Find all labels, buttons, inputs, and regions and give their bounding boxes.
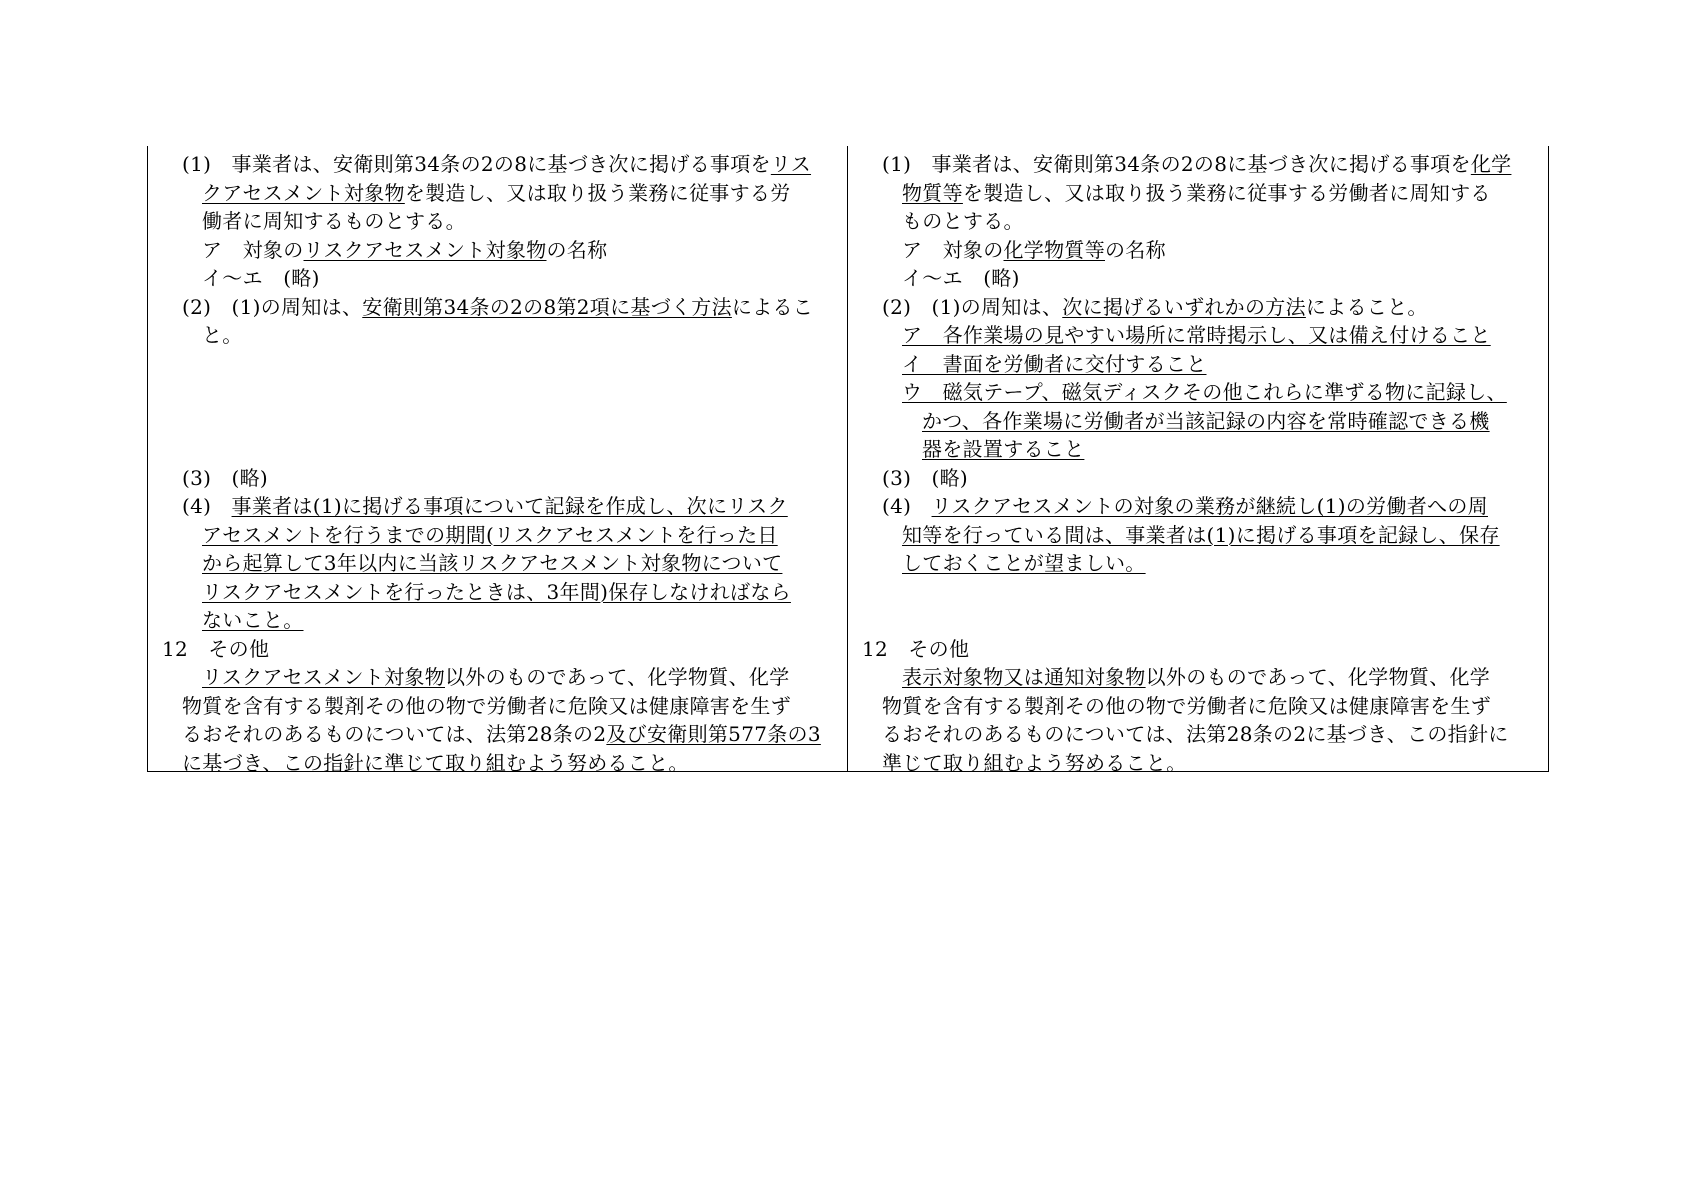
underlined-text: 及び安衛則第577条の3: [606, 722, 821, 746]
line-text: イ～エ (略): [902, 266, 1020, 290]
line-text: ア 対象の: [202, 237, 304, 262]
underlined-text: イ 書面を労働者に交付すること: [902, 351, 1207, 376]
left-column-revised: [148, 146, 848, 771]
line-text: の名称: [1105, 237, 1166, 262]
line-text: を製造し、又は取り扱う業務に従事する労: [404, 180, 791, 205]
line-text: (2) (1)の周知は、: [182, 294, 363, 319]
text-line: [922, 407, 1490, 436]
text-line: [882, 293, 1428, 322]
text-line: [902, 378, 1507, 407]
line-text: 物質を含有する製剤その他の物で労働者に危険又は健康障害を生ず: [882, 693, 1491, 718]
text-line: [182, 692, 791, 721]
underlined-text: 次に掲げるいずれかの方法: [1062, 294, 1306, 319]
underlined-text: リスクアセスメントを行ったときは、3年間)保存しなければなら: [202, 579, 791, 604]
text-line: [182, 749, 689, 772]
text-line: [882, 150, 1511, 179]
text-line: [902, 264, 1020, 293]
underlined-text: 化学: [1470, 152, 1512, 176]
text-line: [202, 321, 243, 350]
underlined-text: から起算して3年以内に当該リスクアセスメント対象物について: [202, 551, 783, 575]
text-line: [882, 492, 1488, 521]
line-text: 12 その他: [862, 636, 970, 661]
text-line: [902, 321, 1491, 350]
text-line: [202, 207, 466, 236]
underlined-text: 化学物質等: [1003, 237, 1105, 262]
underlined-text: リスクアセスメント対象物: [202, 665, 445, 689]
line-text: 以外のものであって、化学物質、化学: [445, 665, 790, 689]
comparison-table: [147, 146, 1549, 772]
line-text: 準じて取り組むよう努めること。: [882, 750, 1187, 771]
line-text: に基づき、この指針に準じて取り組むよう努めること。: [182, 750, 689, 771]
text-line: [182, 720, 821, 749]
underlined-text: 知等を行っている間は、事業者は(1)に掲げる事項を記録し、保存: [902, 522, 1500, 547]
text-line: [202, 606, 304, 635]
line-text: (4): [882, 494, 932, 518]
text-line: [902, 663, 1490, 692]
text-line: [182, 293, 813, 322]
line-text: によるこ: [731, 294, 814, 319]
text-line: [202, 578, 791, 607]
line-text: ア 対象の: [902, 237, 1004, 262]
line-text: 物質を含有する製剤その他の物で労働者に危険又は健康障害を生ず: [182, 693, 791, 718]
text-line: [182, 464, 268, 493]
underlined-text: ウ 磁気テープ、磁気ディスクその他これらに準ずる物に記録し、: [902, 380, 1507, 404]
text-line: [182, 492, 788, 521]
line-text: (3) (略): [182, 465, 269, 490]
line-text: (1) 事業者は、安衛則第34条の2の8に基づき次に掲げる事項を: [882, 152, 1471, 176]
text-line: [902, 350, 1207, 379]
text-line: [882, 464, 968, 493]
underlined-text: 表示対象物又は通知対象物: [902, 665, 1146, 689]
text-line: [882, 692, 1491, 721]
underlined-text: アセスメントを行うまでの期間(リスクアセスメントを行った日: [202, 522, 778, 547]
line-text: (4): [182, 494, 232, 518]
line-text: 以外のものであって、化学物質、化学: [1145, 665, 1491, 689]
line-text: によること。: [1305, 294, 1428, 319]
text-line: [202, 663, 790, 692]
text-line: [862, 635, 969, 664]
text-line: [202, 236, 607, 265]
line-text: イ～エ (略): [202, 266, 320, 290]
underlined-text: ないこと。: [202, 608, 304, 632]
text-line: [922, 435, 1084, 464]
line-text: の名称: [546, 237, 608, 262]
underlined-text: クアセスメント対象物: [202, 180, 405, 205]
text-line: [162, 635, 269, 664]
line-text: を製造し、又は取り扱う業務に従事する労働者に周知する: [962, 180, 1491, 205]
line-text: 12 その他: [162, 636, 270, 661]
line-text: と。: [202, 323, 243, 347]
text-line: [202, 179, 791, 208]
line-text: (2) (1)の周知は、: [882, 294, 1063, 319]
underlined-text: しておくことが望ましい。: [902, 551, 1146, 575]
text-line: [902, 207, 1024, 236]
text-line: [902, 549, 1146, 578]
text-line: [902, 179, 1491, 208]
underlined-text: リス: [770, 152, 812, 176]
line-text: (1) 事業者は、安衛則第34条の2の8に基づき次に掲げる事項を: [182, 152, 771, 176]
underlined-text: かつ、各作業場に労働者が当該記録の内容を常時確認できる機: [922, 408, 1490, 433]
underlined-text: 事業者は(1)に掲げる事項について記録を作成し、次にリスク: [231, 494, 788, 518]
text-line: [182, 150, 811, 179]
line-text: ものとする。: [902, 209, 1024, 233]
underlined-text: 物質等: [902, 180, 963, 205]
line-text: 働者に周知するものとする。: [202, 209, 466, 233]
line-text: るおそれのあるものについては、法第28条の2: [182, 722, 607, 746]
text-line: [902, 521, 1500, 550]
underlined-text: 安衛則第34条の2の8第2項に基づく方法: [362, 294, 732, 319]
underlined-text: リスクアセスメント対象物: [303, 237, 547, 262]
underlined-text: ア 各作業場の見やすい場所に常時掲示し、又は備え付けること: [902, 323, 1491, 347]
text-line: [202, 521, 778, 550]
text-line: [202, 549, 782, 578]
text-line: [882, 720, 1509, 749]
text-line: [882, 749, 1187, 772]
line-text: るおそれのあるものについては、法第28条の2に基づき、この指針に: [882, 722, 1509, 746]
text-line: [902, 236, 1166, 265]
line-text: (3) (略): [882, 465, 969, 490]
right-column-current: [848, 146, 1548, 771]
underlined-text: リスクアセスメントの対象の業務が継続し(1)の労働者への周: [931, 494, 1488, 518]
text-line: [202, 264, 320, 293]
underlined-text: 器を設置すること: [922, 437, 1085, 461]
